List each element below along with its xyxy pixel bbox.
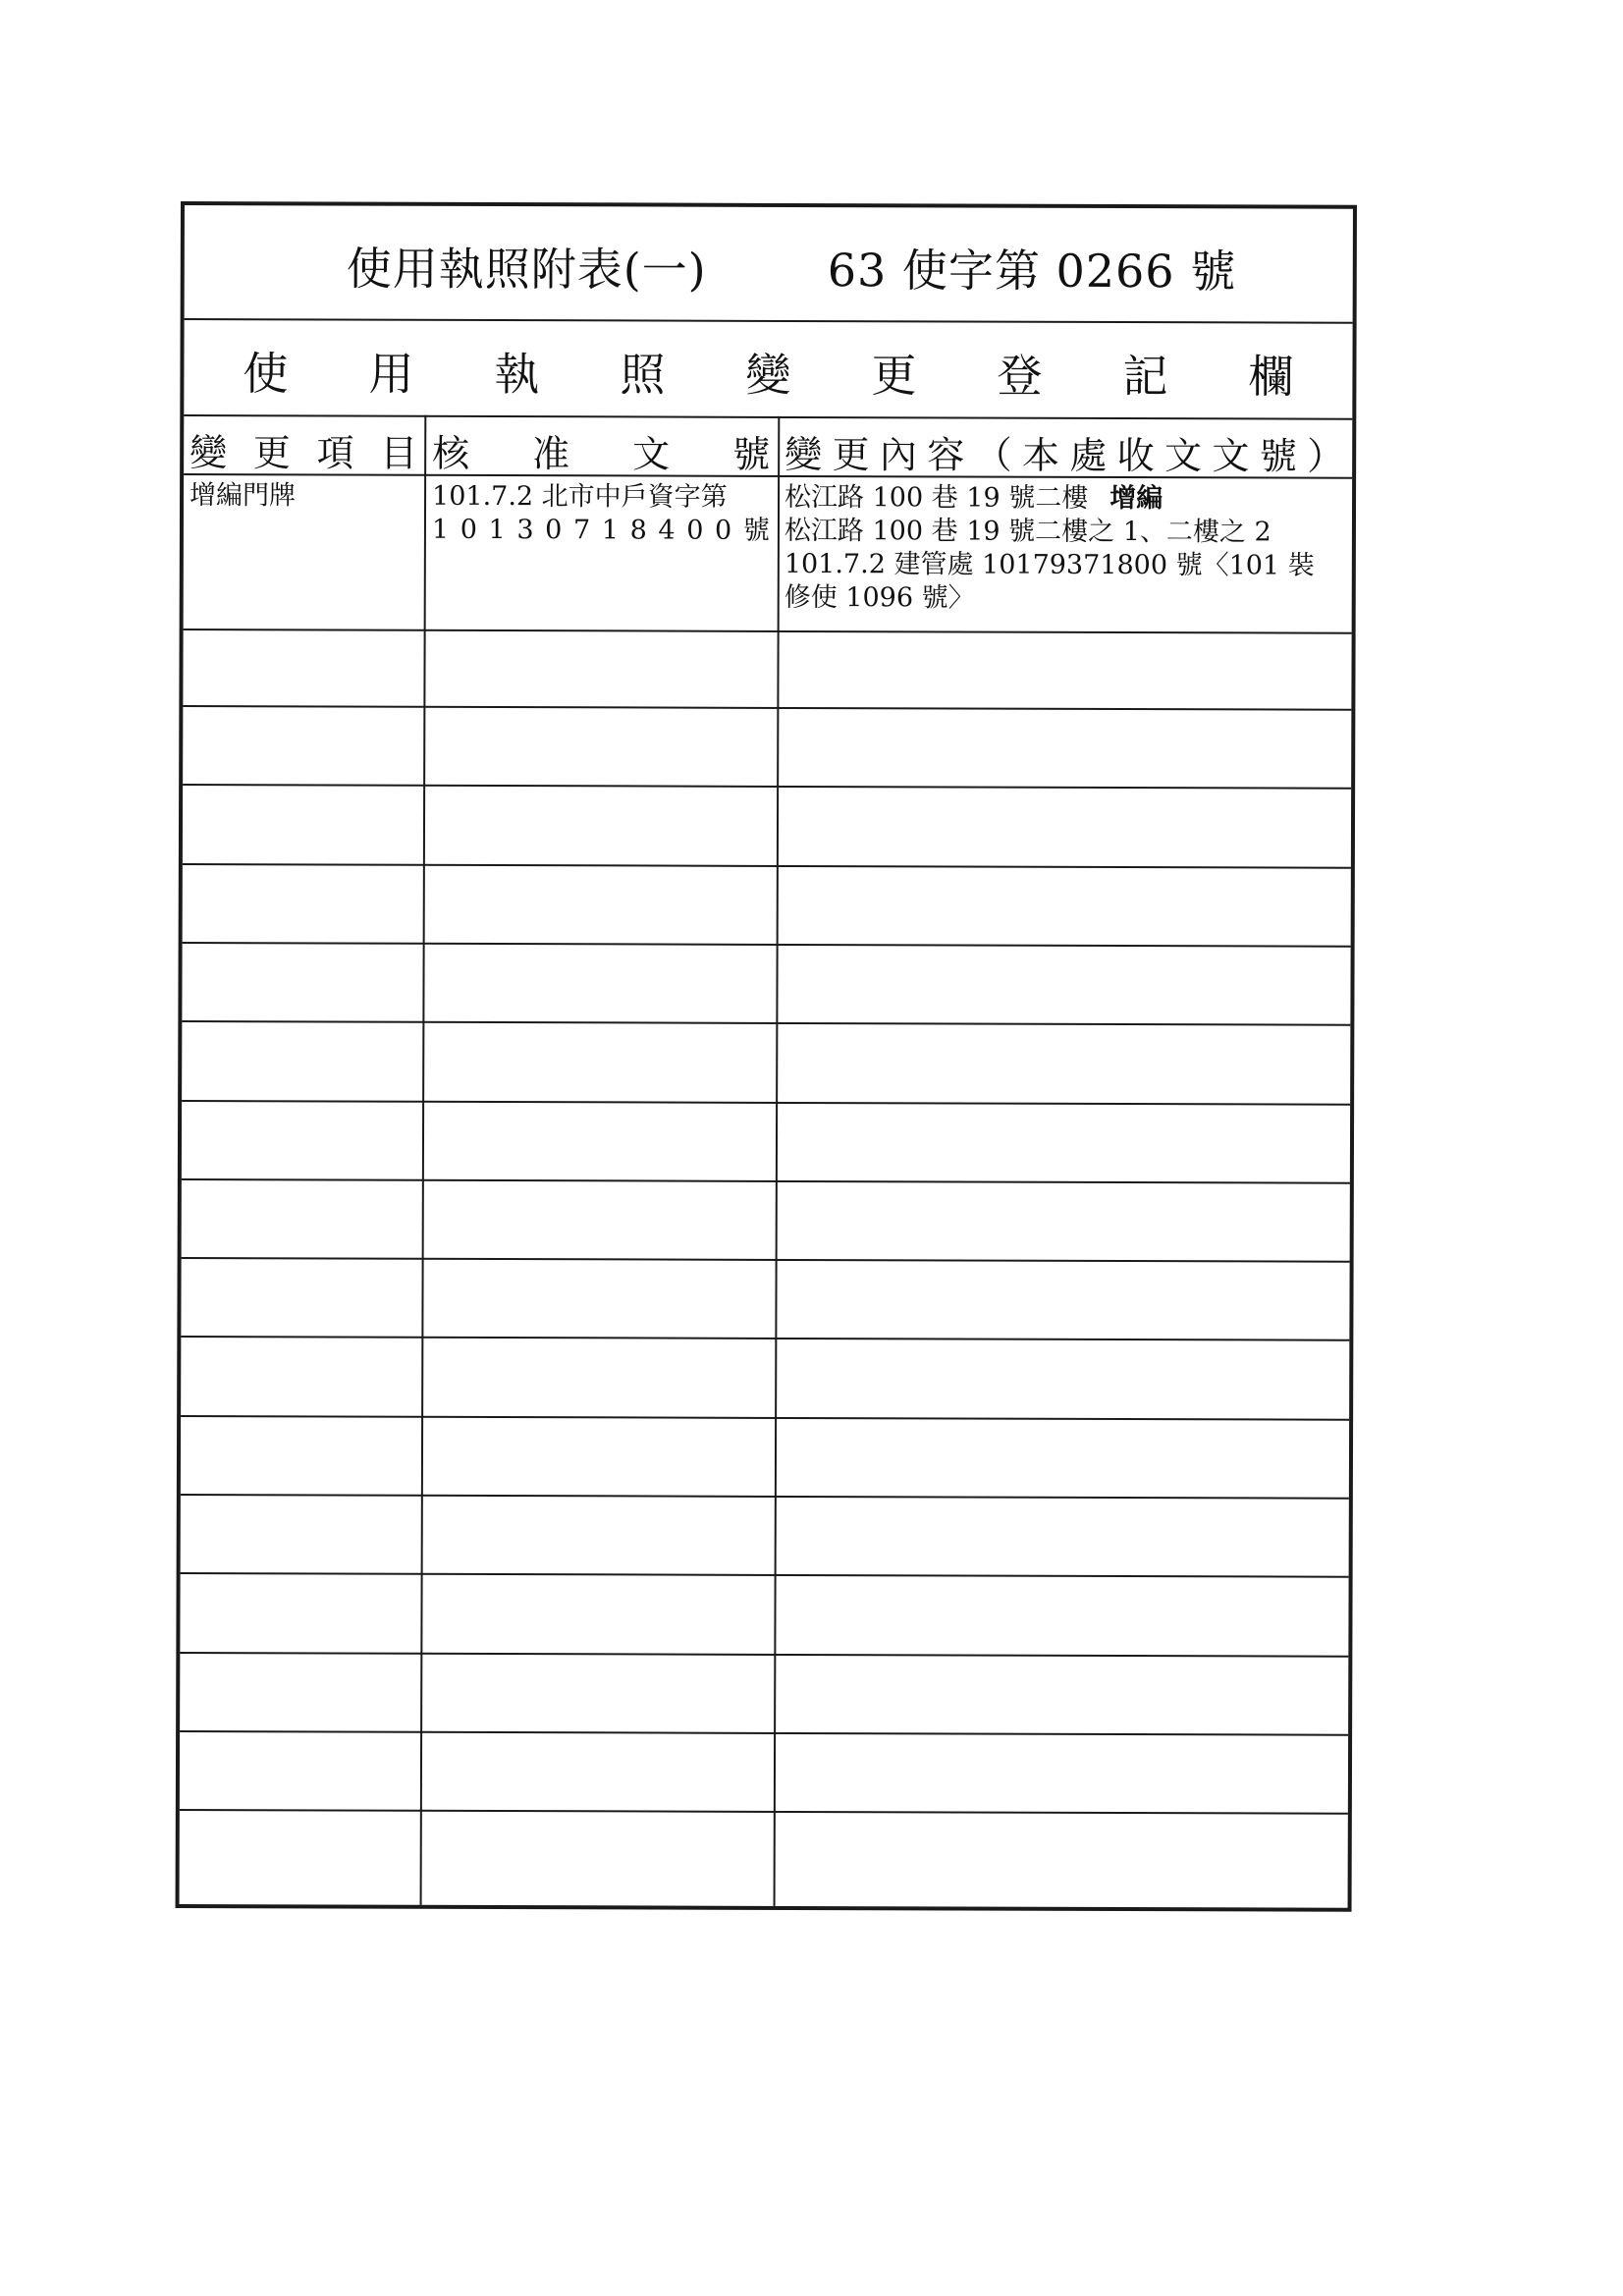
change-content-cell [784,481,1349,617]
content-text: 松江路 100 巷 19 號二樓 [784,481,1089,514]
header-char: 變 [189,431,228,475]
approval-digits [432,514,770,548]
approval-line: 101.7.2 北市中戶資字第 [432,480,728,513]
digit: 0 [715,515,732,546]
table-row [183,787,1351,869]
heading-char: 登 [997,349,1043,403]
table-row [183,629,1351,711]
approval-number-cell [432,480,770,548]
header-char: 文 [1163,434,1203,478]
table-row [182,1180,1350,1263]
heading-char: 照 [620,348,666,402]
header-char: 文 [1212,434,1250,478]
digit: 0 [460,514,477,545]
digit: 3 [516,515,534,546]
register-table [180,414,1353,1908]
content-line: 101.7.2 建管處 10179371800 號〈101 裝 [784,548,1315,581]
header-char: 核 [432,431,470,475]
heading-char: 記 [1122,350,1168,404]
header-char: （ [974,433,1012,477]
digit: 7 [572,515,591,546]
digit: 0 [545,515,563,546]
table-row [184,473,1352,634]
column-header-item [189,422,417,477]
header-char: 號 [1259,434,1297,478]
table-row [180,1812,1348,1894]
header-char: 收 [1116,433,1155,478]
content-line [784,481,1349,517]
content-line: 修使 1096 號〉 [784,581,975,614]
table-row [182,1102,1350,1184]
header-char: 目 [380,431,418,475]
content-line: 松江路 100 巷 19 號二樓之 1、二樓之 2 [784,515,1271,548]
table-row [183,865,1351,948]
table-row [182,944,1350,1026]
table-row [182,1023,1350,1106]
table-row [183,707,1351,790]
digit: 8 [629,515,647,546]
table-row [181,1417,1349,1500]
header-char: 內 [879,433,917,477]
header-char: 本 [1021,433,1060,477]
table-row [181,1259,1349,1341]
header-char: 容 [927,433,965,477]
digit: 1 [488,514,506,546]
header-char: 處 [1069,433,1108,477]
heading-char: 欄 [1248,350,1294,404]
heading-char: 執 [494,348,540,402]
heading-char: 用 [368,347,414,401]
header-char: 號 [732,432,771,476]
table-row [180,1732,1348,1815]
register-heading-band [184,318,1352,420]
heading-char: 使 [243,347,289,401]
table-row [181,1339,1349,1421]
header-char: 准 [532,432,570,476]
table-row [180,1654,1348,1736]
table-header-row [184,414,1352,479]
digit: 號 [742,515,770,546]
column-header-content [784,424,1344,480]
title-band [185,205,1353,324]
table-row [181,1496,1349,1578]
header-char: 更 [832,433,870,477]
header-char: 變 [784,432,823,477]
digit: 1 [431,514,450,545]
change-register-form [176,201,1357,1912]
permit-number: 63 使字第 0266 號 [827,244,1237,299]
header-char: ） [1307,434,1345,478]
column-header-approval [432,423,770,478]
header-char: 更 [252,431,291,475]
digit: 1 [601,515,620,546]
table-row [180,1575,1348,1658]
heading-char: 變 [745,348,791,402]
header-char: 文 [632,432,671,476]
digit: 0 [686,515,704,546]
heading-char: 更 [871,349,917,403]
change-item-cell: 增編門牌 [189,480,297,512]
header-char: 項 [316,431,354,475]
content-bold-text: 增編 [1109,482,1163,515]
digit: 4 [658,515,676,546]
form-title: 使用執照附表(一) [346,242,707,297]
register-heading [243,338,1293,406]
